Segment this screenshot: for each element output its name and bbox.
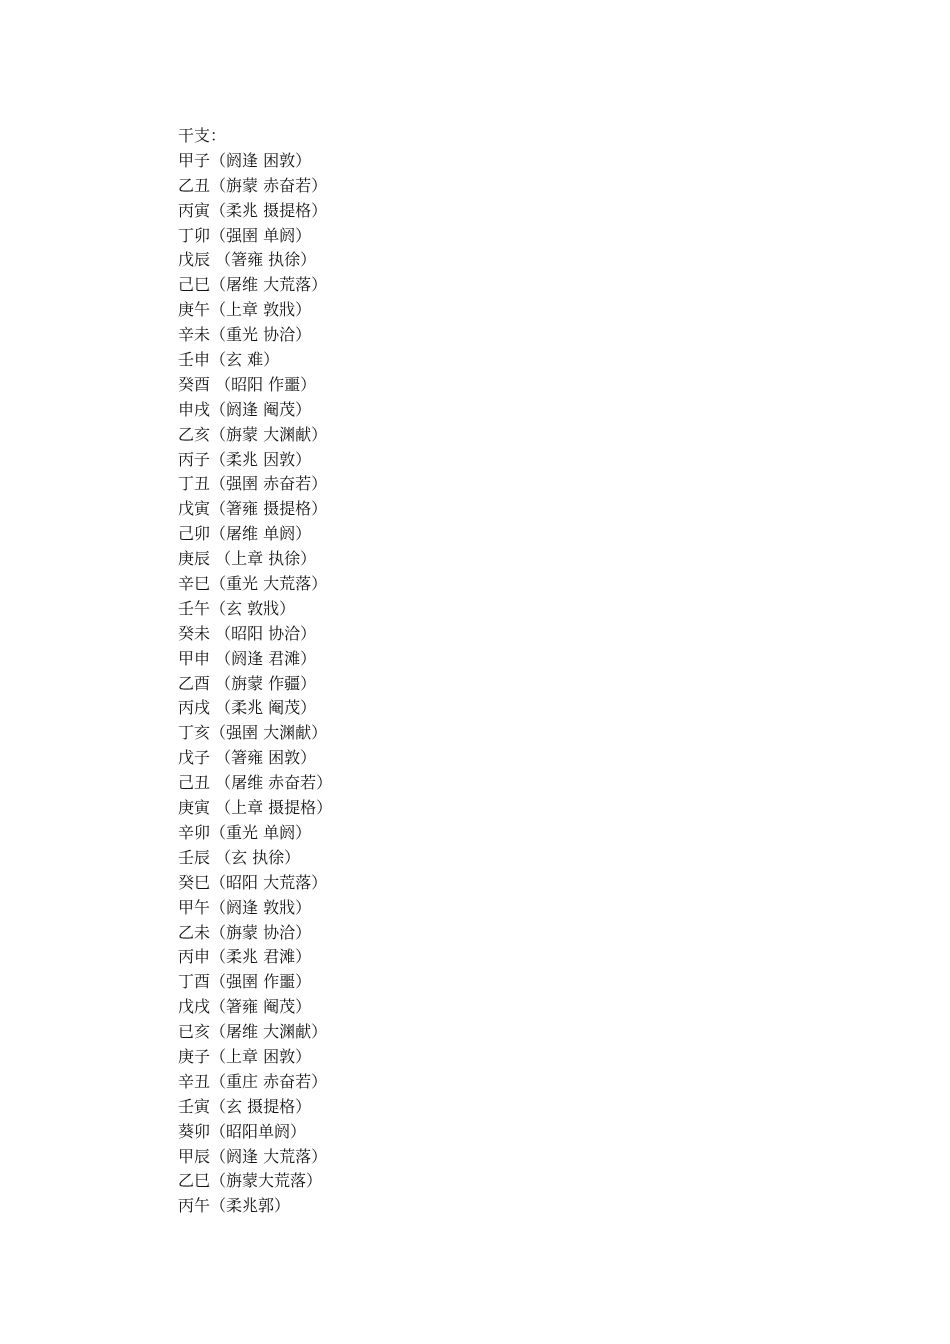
ganzhi-line: 丙申（柔兆 君滩） xyxy=(178,947,312,967)
ganzhi-line: 甲辰（阏逢 大荒落） xyxy=(178,1146,328,1166)
ganzhi-line: 庚寅 （上章 摄提格） xyxy=(178,798,333,818)
ganzhi-line: 甲子（阏逢 困敦） xyxy=(178,150,312,170)
ganzhi-line: 丁丑（强圉 赤奋若） xyxy=(178,474,328,494)
ganzhi-line: 已亥（屠维 大渊献） xyxy=(178,1022,328,1042)
ganzhi-line: 癸巳（昭阳 大荒落） xyxy=(178,872,328,892)
ganzhi-line: 甲申 （阏逢 君滩） xyxy=(178,648,317,668)
ganzhi-line: 壬寅（玄 摄提格） xyxy=(178,1096,312,1116)
ganzhi-line: 乙未（旃蒙 协洽） xyxy=(178,922,312,942)
ganzhi-line: 壬午（玄 敦戕） xyxy=(178,598,296,618)
ganzhi-line: 壬申（玄 难） xyxy=(178,350,280,370)
ganzhi-line: 辛卯（重光 单阏） xyxy=(178,822,312,842)
ganzhi-line: 戊子 （箸雍 困敦） xyxy=(178,748,317,768)
ganzhi-line: 庚子（上章 困敦） xyxy=(178,1046,312,1066)
ganzhi-line: 壬辰 （玄 执徐） xyxy=(178,847,301,867)
document-heading: 干支： xyxy=(178,126,227,145)
ganzhi-line: 戊辰 （箸雍 执徐） xyxy=(178,250,317,270)
ganzhi-line: 癸酉 （昭阳 作噩） xyxy=(178,374,317,394)
ganzhi-line: 乙巳（旃蒙大荒落） xyxy=(178,1171,323,1191)
ganzhi-line: 丙戌 （柔兆 阉茂） xyxy=(178,698,317,718)
ganzhi-line: 葵卯（昭阳单阏） xyxy=(178,1121,307,1141)
ganzhi-line: 乙亥（旃蒙 大渊献） xyxy=(178,424,328,444)
ganzhi-line: 辛丑（重庄 赤奋若） xyxy=(178,1071,328,1091)
ganzhi-line: 辛未（重光 协洽） xyxy=(178,325,312,345)
ganzhi-line: 己巳（屠维 大荒落） xyxy=(178,275,328,295)
document-body xyxy=(178,124,778,1219)
ganzhi-line: 己丑 （屠维 赤奋若） xyxy=(178,773,333,793)
ganzhi-line: 丙午（柔兆郭） xyxy=(178,1196,291,1216)
ganzhi-line: 甲午（阏逢 敦戕） xyxy=(178,897,312,917)
ganzhi-line: 辛巳（重光 大荒落） xyxy=(178,574,328,594)
ganzhi-line: 癸未 （昭阳 协洽） xyxy=(178,623,317,643)
ganzhi-line: 丙寅（柔兆 摄提格） xyxy=(178,200,328,220)
ganzhi-line: 乙丑（旃蒙 赤奋若） xyxy=(178,175,328,195)
ganzhi-line: 丁亥（强圉 大渊献） xyxy=(178,723,328,743)
ganzhi-line: 申戌（阏逢 阉茂） xyxy=(178,399,312,419)
ganzhi-line: 己卯（屠维 单阏） xyxy=(178,524,312,544)
ganzhi-line: 戊寅（箸雍 摄提格） xyxy=(178,499,328,519)
ganzhi-line: 庚午（上章 敦戕） xyxy=(178,300,312,320)
ganzhi-line: 丁卯（强圉 单阏） xyxy=(178,225,312,245)
ganzhi-line: 戊戌（箸雍 阉茂） xyxy=(178,997,312,1017)
ganzhi-line: 乙酉 （旃蒙 作疆） xyxy=(178,673,317,693)
ganzhi-line: 庚辰 （上章 执徐） xyxy=(178,549,317,569)
ganzhi-line: 丙子（柔兆 因敦） xyxy=(178,449,312,469)
ganzhi-line: 丁酉（强圉 作噩） xyxy=(178,972,312,992)
